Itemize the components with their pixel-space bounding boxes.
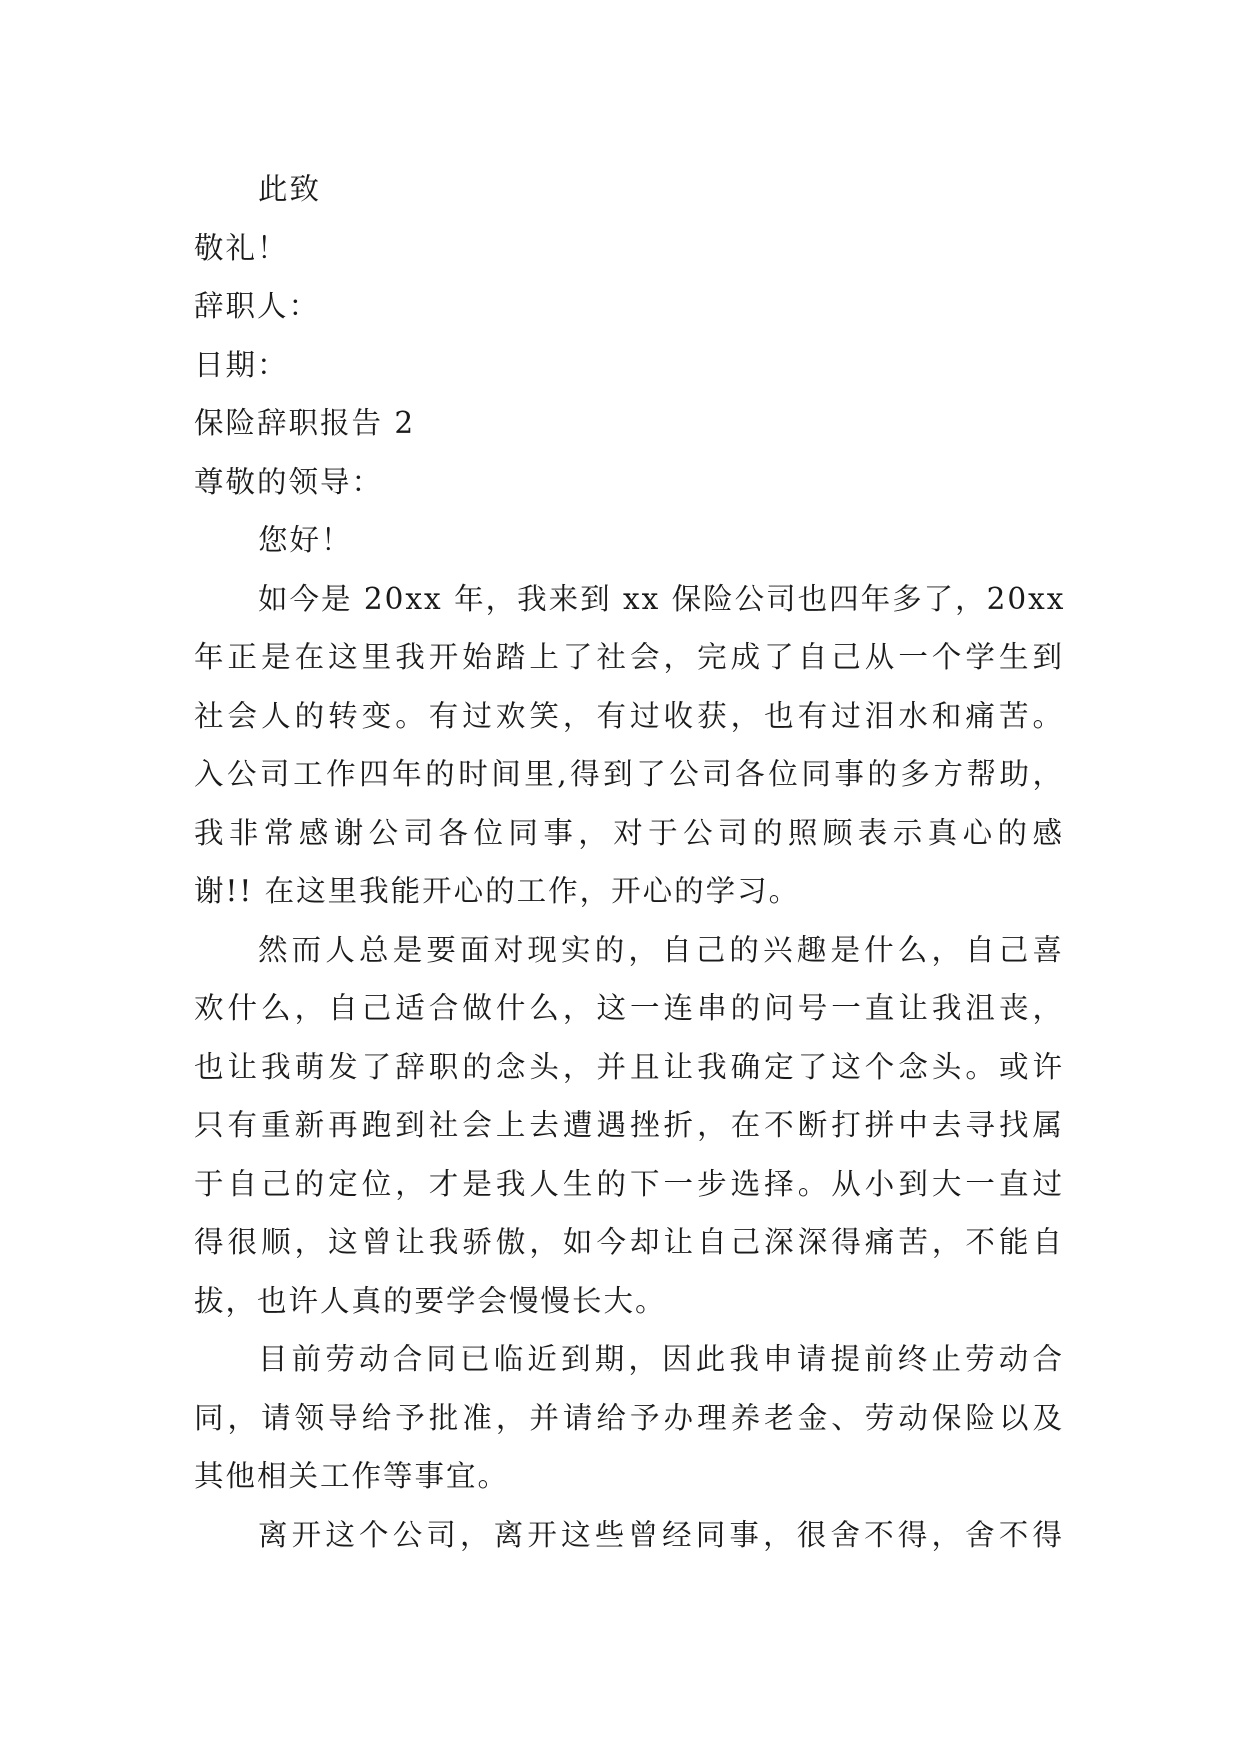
paragraph-line: 拔，也许人真的要学会慢慢长大。 xyxy=(194,1283,667,1318)
paragraph-2 xyxy=(194,921,1064,1331)
paragraph-line: 于自己的定位，才是我人生的下一步选择。从小到大一直过 xyxy=(194,1166,1064,1201)
paragraph-line: 如今是 20xx 年，我来到 xx 保险公司也四年多了，20xx xyxy=(258,581,1066,616)
paragraph-line: 谢!! 在这里我能开心的工作，开心的学习。 xyxy=(194,874,801,908)
greeting-line: 您好！ xyxy=(258,523,353,557)
paragraph-line: 我非常感谢公司各位同事，对于公司的照顾表示真心的感 xyxy=(194,815,1064,850)
paragraph-3 xyxy=(194,1330,1064,1506)
paragraph-line: 目前劳动合同已临近到期，因此我申请提前终止劳动合 xyxy=(258,1342,1064,1376)
paragraph-line: 年正是在这里我开始踏上了社会，完成了自己从一个学生到 xyxy=(194,640,1064,674)
date-label: 日期： xyxy=(194,347,289,382)
paragraph-line: 入公司工作四年的时间里,得到了公司各位同事的多方帮助， xyxy=(194,757,1064,791)
paragraph-line: 离开这个公司，离开这些曾经同事，很舍不得，舍不得 xyxy=(258,1517,1064,1552)
paragraph-4 xyxy=(194,1506,1064,1565)
paragraph-1 xyxy=(194,570,1064,921)
salutation-end-line: 敬礼！ xyxy=(194,230,289,265)
paragraph-line: 社会人的转变。有过欢笑，有过收获，也有过泪水和痛苦。 xyxy=(194,698,1064,733)
paragraph-line: 欢什么，自己适合做什么，这一连串的问号一直让我沮丧， xyxy=(194,991,1064,1025)
paragraph-line: 也让我萌发了辞职的念头，并且让我确定了这个念头。或许 xyxy=(194,1049,1064,1084)
signer-label: 辞职人： xyxy=(194,289,321,323)
paragraph-line: 然而人总是要面对现实的，自己的兴趣是什么，自己喜 xyxy=(258,932,1064,967)
paragraph-line: 其他相关工作等事宜。 xyxy=(194,1459,510,1493)
closing-line: 此致 xyxy=(258,172,322,206)
addressee-line: 尊敬的领导： xyxy=(194,464,384,499)
paragraph-line: 得很顺，这曾让我骄傲，如今却让自己深深得痛苦，不能自 xyxy=(194,1225,1064,1259)
section-title: 保险辞职报告 2 xyxy=(194,406,416,440)
paragraph-line: 同，请领导给予批准，并请给予办理养老金、劳动保险以及 xyxy=(194,1400,1064,1435)
paragraph-line: 只有重新再跑到社会上去遭遇挫折，在不断打拼中去寻找属 xyxy=(194,1108,1064,1142)
document-body xyxy=(194,160,1064,1564)
